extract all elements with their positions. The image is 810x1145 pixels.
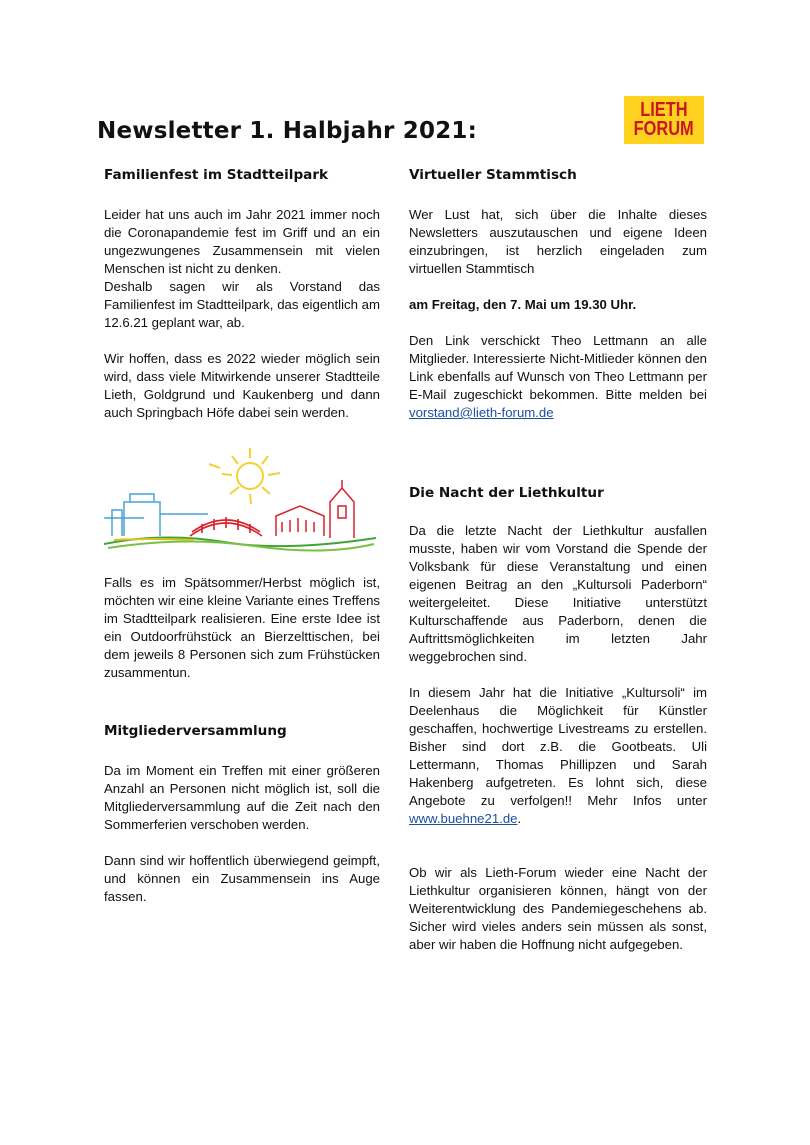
mitgliederversammlung-section [104, 722, 380, 740]
stadtteil-illustration [104, 440, 376, 560]
liethkultur-heading: Die Nacht der Liethkultur [409, 485, 604, 501]
liethkultur-paragraph-1: Da die letzte Nacht der Liethkultur ausfallen musste, haben wir vom Vorstand die Spende der Volksbank für diese Veranstaltung und einen eigenen Beitrag an den „Kultursoli Paderborn“ weitergeleitet. Diese Initiative unterstützt Kulturschaffende aus Paderborn, denen die Auftrittsmöglichkeiten im letzten Jahr weggebrochen sind. [409, 523, 707, 664]
familienfest-section [104, 166, 380, 184]
familienfest-text [104, 206, 380, 422]
vorstand-email-link[interactable]: vorstand@lieth-forum.de [409, 405, 554, 420]
lieth-forum-logo [624, 96, 704, 144]
liethkultur-paragraph-2-text: In diesem Jahr hat die Initiative „Kultursoli“ im Deelenhaus die Möglichkeit für Künstler geschaffen, hochwertige Livestreams zu erstellen. Bisher sind dort z.B. die Gootbeats. Uli Lettermann, Thomas Phillipzen und Sarah Hakenberg aufgetreten. Es lohnt sich, diese Angebote zu verfolgen!! Mehr Infos unter [409, 685, 707, 808]
stammtisch-date: am Freitag, den 7. Mai um 19.30 Uhr. [409, 297, 637, 312]
liethkultur-section [409, 484, 707, 502]
stammtisch-paragraph-2-text: Den Link verschickt Theo Lettmann an alle Mitglieder. Interessierte Nicht-Mitlieder können den Link ebenfalls auf Wunsch von Theo Lettmann per E-Mail zugeschickt bekommen. Bitte melden bei [409, 333, 707, 402]
liethkultur-paragraph-2 [409, 684, 707, 828]
stammtisch-paragraph-1: Wer Lust hat, sich über die Inhalte dieses Newsletters auszutauschen und eigene Ideen einzubringen, ist herzlich eingeladen zum virtuellen Stammtisch [409, 207, 707, 276]
stammtisch-text [409, 206, 707, 422]
familienfest-paragraph-1: Leider hat uns auch im Jahr 2021 immer noch die Coronapandemie fest im Griff und an ein ungezwungenes Zusammensein mit vielen Menschen ist nicht zu denken. [104, 207, 380, 276]
bridge-drawing [190, 517, 262, 536]
mitgliederversammlung-text [104, 762, 380, 906]
liethkultur-paragraph-3: Ob wir als Lieth-Forum wieder eine Nacht der Liethkultur organisieren können, hängt von der Weiterentwicklung des Pandemiegeschehens ab. Sicher wird vieles anders sein müssen als sonst, aber wir haben die Hoffnung nicht aufgegeben. [409, 865, 707, 952]
logo-line-1: LIETH [640, 99, 688, 121]
familienfest-paragraph-2: Deshalb sagen wir als Vorstand das Familienfest im Stadtteilpark, das eigentlich am 12.6.21 geplant war, ab. [104, 279, 380, 330]
stammtisch-paragraph-2 [409, 332, 707, 422]
liethkultur-text [409, 522, 707, 954]
stammtisch-section [409, 166, 707, 184]
church-drawing [276, 480, 354, 538]
outdoor-fruehstueck-text [104, 574, 380, 682]
liethkultur-link-period: . [517, 811, 522, 826]
mitgliederversammlung-heading: Mitgliederversammlung [104, 723, 287, 739]
logo-line-2: FORUM [633, 118, 695, 140]
familienfest-paragraph-3: Wir hoffen, dass es 2022 wieder möglich sein wird, dass viele Mitwirkende unserer Stadtteile Lieth, Goldgrund und Kaukenberg und dann auch Springbach Höfe dabei sein werden. [104, 351, 380, 420]
mitgliederversammlung-paragraph-1: Da im Moment ein Treffen mit einer größeren Anzahl an Personen nicht möglich ist, soll die Mitgliederversammlung auf die Zeit nach den Sommerferien verschoben werden. [104, 763, 380, 832]
familienfest-heading: Familienfest im Stadtteilpark [104, 167, 329, 183]
mitgliederversammlung-paragraph-2: Dann sind wir hoffentlich überwiegend geimpft, und können ein Zusammensein ins Auge fassen. [104, 853, 380, 904]
page-title: Newsletter 1. Halbjahr 2021: [97, 118, 478, 144]
ground-drawing [104, 537, 376, 550]
stammtisch-heading: Virtueller Stammtisch [409, 167, 577, 183]
left-building-drawing [104, 494, 208, 536]
buehne21-link[interactable]: www.buehne21.de [409, 811, 518, 826]
familienfest-paragraph-4: Falls es im Spätsommer/Herbst möglich ist, möchten wir eine kleine Variante eines Treffens im Stadtteilpark realisieren. Eine erste Idee ist ein Outdoorfrühstück an Bierzelttischen, bei dem jeweils 8 Personen sich zum Frühstücken zusammentun. [104, 575, 380, 680]
sun-drawing [209, 448, 280, 504]
